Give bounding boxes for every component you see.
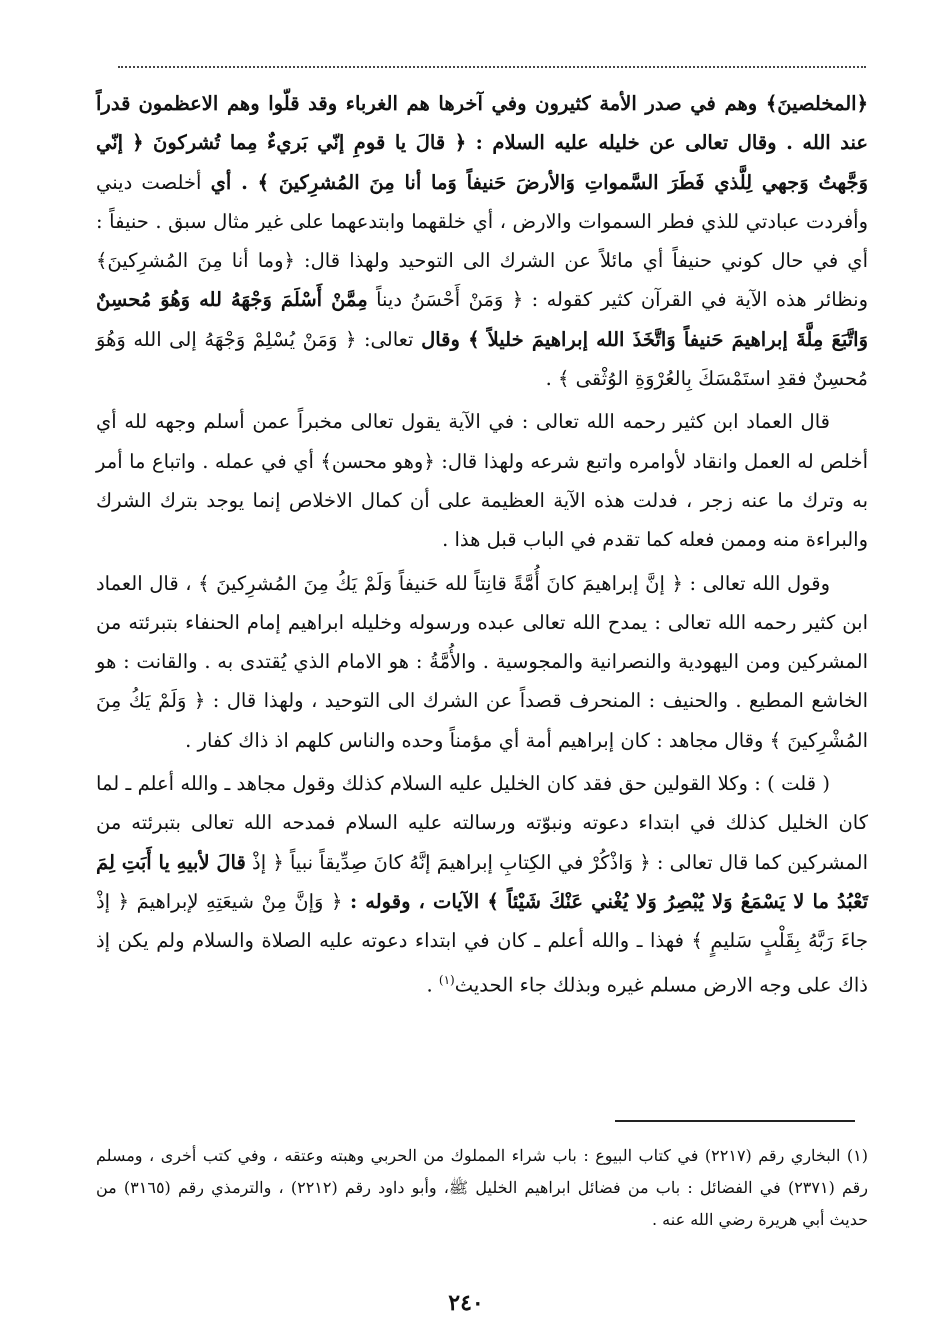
top-dotted-rule: [118, 66, 866, 68]
paragraph-1: [96, 84, 868, 398]
text-line: وقول الله تعالى : ﴿ إنَّ إبراهيمَ كانَ أُمَّةً قانِتاً لله حَنيفاً وَلَمْ يَكُ مِنَ المُشرِكينَ ﴾ ، قال: [149, 571, 830, 595]
text-line: دعوته عليه الصلاة والسلام ولم يكن إذ ذاك على وجه الارض مسلم غيره وبذلك جاء: [96, 929, 868, 997]
paragraph-4: [96, 764, 868, 1004]
text-line: العماد ابن كثير رحمه الله تعالى : يمدح الله تعالى عبده ورسوله وخليله ابراهيم إمام الحنفاء: [96, 571, 868, 634]
footnote-line: (٢٢١٢) ، والترمذي رقم (٣١٦٥) من حديث أبي هريرة رضي الله عنه .: [96, 1178, 868, 1229]
paragraph-3: [96, 564, 868, 760]
text-line: قالَ لأبيهِ يا أَبَتِ لِمَ تَعْبُدُ ما لا يَسْمَعُ وَلا يُبْصِرُ وَلا يُغْني عَنْكَ شَيْئاً ﴾ الآيات ، وقوله :: [96, 850, 868, 913]
footnote-line: (١) البخاري رقم (٢٢١٧) في كتاب البيوع : باب شراء المملوك من الحربي وهبته وعتقه ، وفي كتب: [202, 1146, 869, 1165]
text-line: ولهذا قال : ﴿ وَلَمْ يَكُ مِنَ المُشْرِكينَ ﴾ وقال مجاهد : كان إبراهيم أمة أي مؤمناً وحده: [96, 689, 868, 752]
paragraph-2: [96, 402, 868, 559]
text-line: قدراً عند الله . وقال تعالى عن خليله عليه السلام : ﴿ قالَ يا قومِ إنّي بَريءٌ مِما تُشركونَ ﴿: [96, 92, 868, 155]
text-line: غير مثال سبق . حنيفاً : أي في حال كوني حنيفاً أي مائلاً عن الشرك الى التوحيد ولهذا: [96, 209, 868, 273]
text-line: أي أخلص له العمل وانقاد لأوامره واتبع شرعه ولهذا قال: ﴿وهو محسن﴾ أي في عمله .: [96, 410, 868, 473]
text-line: .: [426, 973, 433, 997]
text-line: ﴿المخلصينَ﴾ وهم في صدر الأمة كثيرون وفي آخرها هم الغرباء وقد قلّوا وهم الاعظمون: [138, 92, 868, 115]
text-line: به . والقانت : هو الخاشع المطيع . والحنيف : المنحرف قصداً عن الشرك الى التوحيد ،: [96, 650, 868, 713]
text-line: قال العماد ابن كثير رحمه الله تعالى : في الآية يقول تعالى مخبراً عمن أسلم وجهه لله: [124, 410, 830, 434]
footnote-marker: (١): [438, 972, 455, 987]
text-line: ﴿ وَإنَّ مِنْ شيعَتِهِ لإبراهيمَ ﴿ إذْ جاءَ رَبَّهُ بِقَلْبٍ سَليمٍ ﴾ فهذا ـ والله أعلم ـ كان في ابتداء: [96, 889, 869, 953]
footnotes: [96, 1140, 868, 1236]
footnote-line: أخرى ، ومسلم رقم (٢٣٧١) في الفضائل : باب من فضائل ابراهيم الخليل ﷺ، وأبو داود رقم: [96, 1146, 868, 1197]
footnote-1: [96, 1140, 868, 1236]
text-line: بتبرئته من المشركين كما قال تعالى : ﴿ وَاذْكُرْ في الكِتابِ إبراهيمَ إنَّهُ كانَ صِدِّيقاً نبياً ﴿ إذْ: [96, 811, 868, 874]
footnote-separator: [615, 1120, 855, 1122]
text-line: الحديث: [454, 973, 514, 997]
text-line: يوجد بترك الشرك والبراءة منه وممن فعله كما تقدم في الباب قبل هذا .: [96, 488, 868, 552]
text-line: ( قلت ) : وكلا القولين حق فقد كان الخليل عليه السلام كذلك وقول مجاهد ـ والله: [180, 772, 831, 796]
page-number: ٢٤٠: [448, 1290, 484, 1316]
text-line: أخلصت ديني وأفردت عبادتي للذي فطر السموات والارض ، أي خلقهما وابتدعهما على: [96, 170, 868, 233]
text-line: أعلم ـ لما كان الخليل كذلك في ابتداء دعوته ونبوّته ورسالته عليه السلام فمدحه الله تعالى: [96, 772, 868, 835]
text-line: واتباع ما أمر به وترك ما عنه زجر ، فدلت هذه الآية العظيمة على أن كمال الاخلاص إنما: [96, 449, 868, 512]
main-text: [96, 84, 868, 1004]
text-line: والناس كلهم اذ ذاك كفار .: [185, 728, 396, 752]
text-line: بتبرئته من المشركين ومن اليهودية والنصرانية والمجوسية . والأُمَّةُ : هو الامام الذي يُقتدى: [96, 610, 868, 674]
text-line: إنّي وَجَّهتُ وَجهي لِلَّذي فَطَرَ السَّمواتِ وَالأرضَ حَنيفاً وَما أنا مِنَ المُشرِكينَ ﴾ . أي: [96, 131, 868, 194]
text-line: قال: ﴿وما أنا مِنَ المُشرِكينَ﴾ ونظائر هذه الآية في القرآن كثير كقوله : ﴿ وَمَنْ أَحْسَنُ ديناً: [96, 249, 868, 312]
text-line: مِمَّنْ أَسْلَمَ وَجْهَهُ لله وَهُوَ مُحسِنٌ وَاتَّبَعَ مِلَّةَ إبراهيمَ حَنيفاً وَاتَّخَذَ الله إبراهيمَ خليلاً ﴾ وقال: [96, 288, 868, 351]
text-line: تعالى: ﴿ وَمَنْ يُسْلِمْ وَجْهَهُ إلى الله وَهُوَ مُحسِنٌ فقدِ استَمْسَكَ بِالعُرْوَةِ الوُثْقى ﴾ .: [96, 327, 868, 391]
